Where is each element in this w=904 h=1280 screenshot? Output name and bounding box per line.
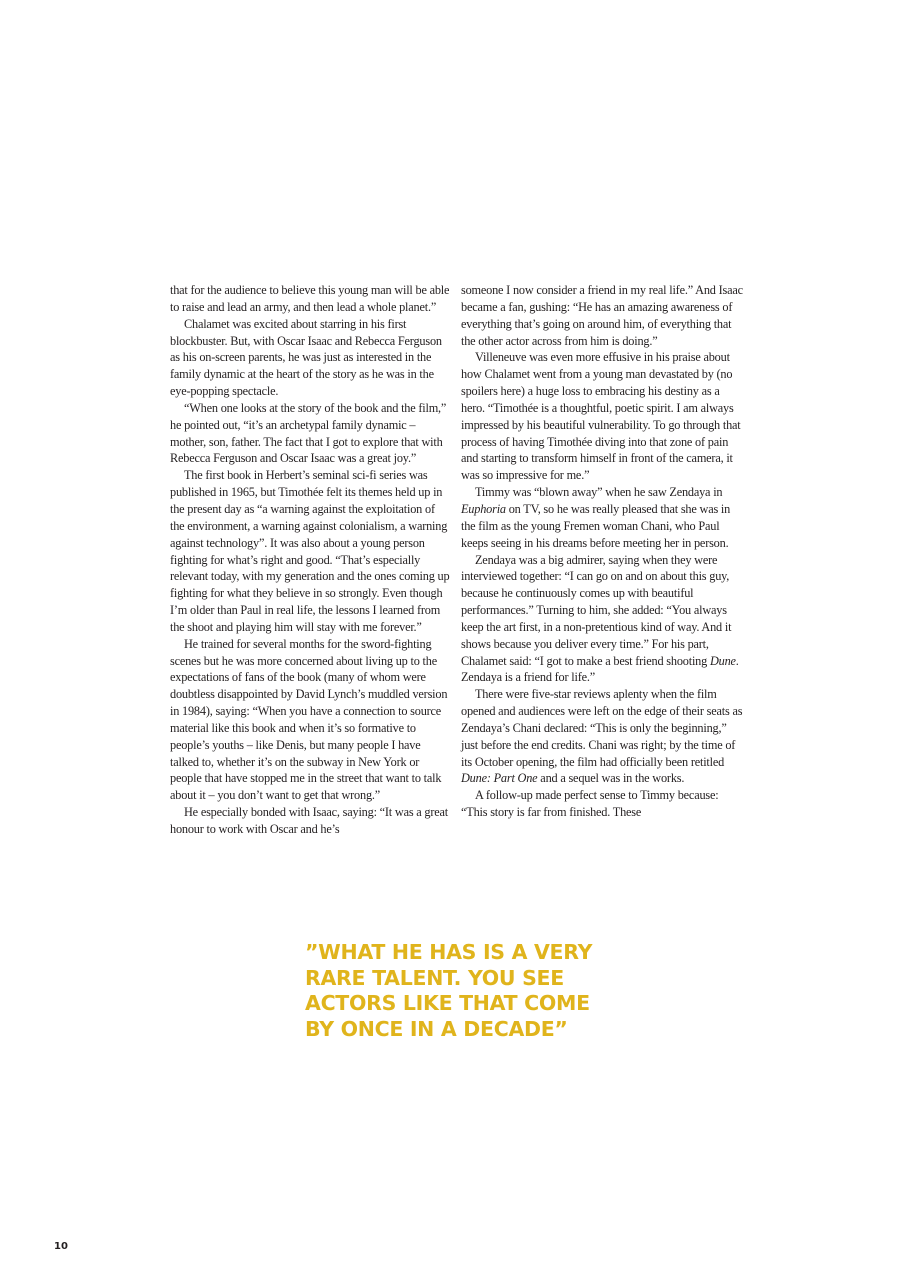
paragraph: “When one looks at the story of the book and the film,” he pointed out, “it’s an archetypal family dynamic – mother, son, father. The fact that I got to explore that with Rebecca Ferguson and Oscar Isaac was a great joy.” [170, 400, 447, 466]
paragraph: someone I now consider a friend in my real life.” And Isaac became a fan, gushing: “He has an amazing awareness of everything that’s going on around him, of everything that the other actor across from him is doing.” [461, 283, 743, 348]
paragraph: There were five-star reviews aplenty when the film opened and audiences were left on the edge of their seats as Zendaya’s Chani declared: “This is only the beginning,” just before the end credits. Chani was right; by the time of its October opening, the film had officially been retitled Dune: Part One and a sequel was in the works. [461, 687, 743, 786]
paragraph: A follow-up made perfect sense to Timmy because: “This story is far from finished. These [461, 788, 719, 820]
paragraph: that for the audience to believe this young man will be able to raise and lead an army, and then lead a whole planet.” [170, 283, 450, 314]
film-title: Dune [709, 653, 736, 668]
article-column-left [170, 282, 452, 838]
show-title: Euphoria [461, 501, 506, 516]
paragraph: Villeneuve was even more effusive in his praise about how Chalamet went from a young man devastated by (no spoilers here) a huge loss to embracing his destiny as a hero. “Timothée is a thoughtful, poetic spirit. I am always impressed by his beautiful vulnerability. To go through that process of having Timothée diving into that zone of pain and starting to transform himself in front of the camera, it was so impressive for me.” [461, 350, 741, 483]
paragraph: He especially bonded with Isaac, saying: “It was a great honour to work with Oscar and he’s [170, 805, 449, 836]
page-number: 10 [54, 1241, 68, 1252]
paragraph: The first book in Herbert’s seminal sci-fi series was published in 1965, but Timothée felt its themes held up in the present day as “a warning against the exploitation of the environment, a warning against colonialism, a warning against technology”. It was also about a young person fighting for what’s right and good. “That’s especially relevant today, with my generation and the ones coming up fighting for what they believe in so strongly. Even though I’m older than Paul in real life, the lessons I learned from the shoot and playing him will stay with me forever.” [170, 468, 450, 634]
paragraph: He trained for several months for the sword-fighting scenes but he was more concerned about living up to the expectations of fans of the book (many of whom were doubtless disappointed by David Lynch’s muddled version in 1984), saying: “When you have a connection to source material like this book and when it’s so formative to people’s youths – like Denis, but many people I have talked to, whether it’s on the subway in New York or people that have stopped me in the street that want to talk about it – you don’t want to get that wrong.” [170, 636, 448, 803]
paragraph: Chalamet was excited about starring in his first blockbuster. But, with Oscar Isaac and Rebecca Ferguson as his on-screen parents, he was just as interested in the family dynamic at the heart of the story as he was in the eye-popping spectacle. [170, 316, 442, 399]
pull-quote: ”WHAT HE HAS IS A VERY RARE TALENT. YOU SEE ACTORS LIKE THAT COME BY ONCE IN A DECADE” [305, 940, 593, 1041]
paragraph: Timmy was “blown away” when he saw Zendaya in Euphoria on TV, so he was really pleased that she was in the film as the young Fremen woman Chani, who Paul keeps seeing in his dreams before meeting her in person. [461, 485, 731, 550]
paragraph: Zendaya was a big admirer, saying when they were interviewed together: “I can go on and on about this guy, because he continuously comes up with beautiful performances.” Turning to him, she added: “You always keep the art first, in a non-pretentious kind of way. And it shows because you deliver every time.” For his part, Chalamet said: “I got to make a best friend shooting Dune. Zendaya is a friend for life.” [461, 552, 739, 685]
film-title: Dune: Part One [461, 771, 538, 786]
article-column-right [461, 282, 743, 821]
